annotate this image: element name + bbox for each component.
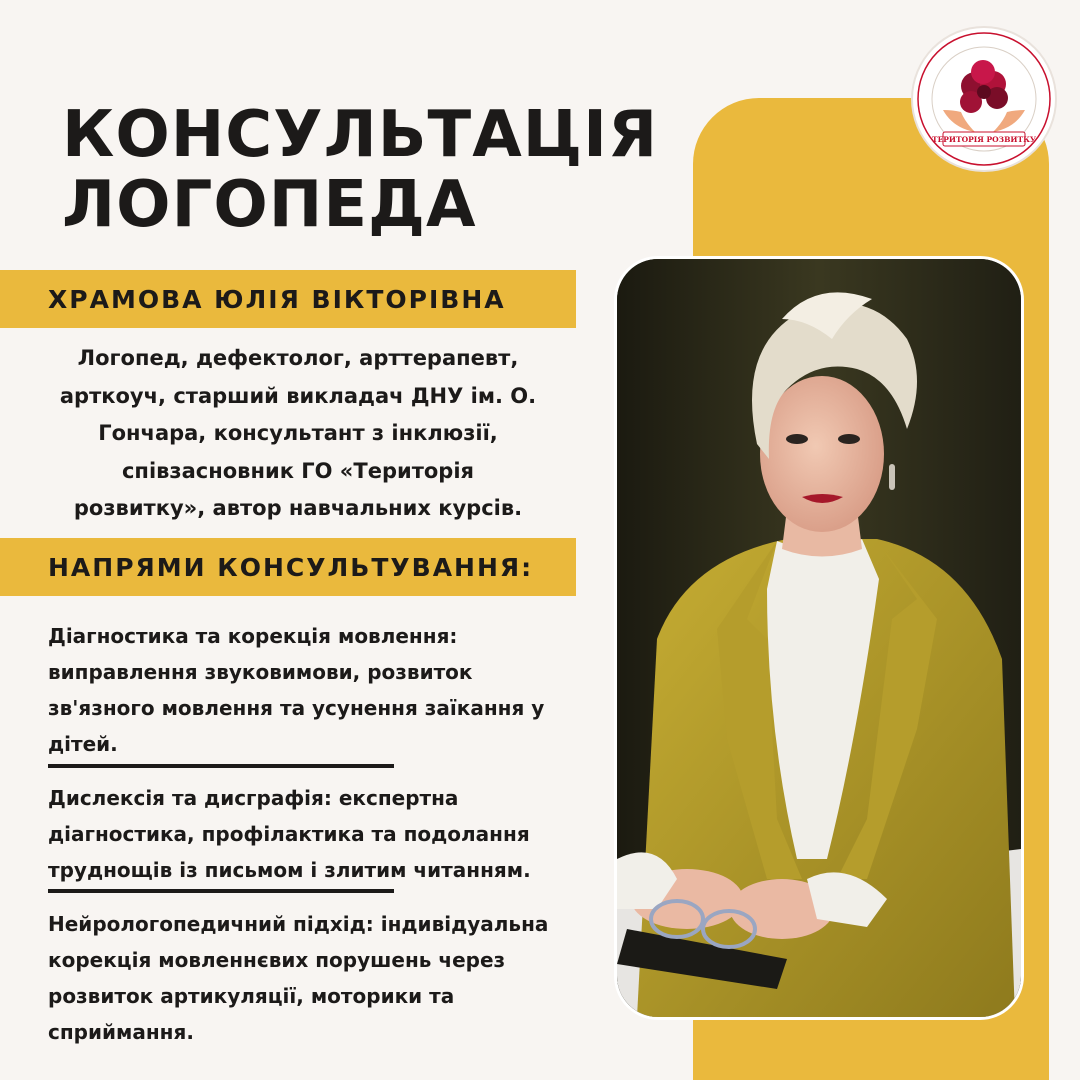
title-line-2: ЛОГОПЕДА — [62, 168, 477, 242]
direction-item — [48, 906, 578, 1050]
bio-line: Логопед, дефектолог, арттерапевт, — [77, 346, 519, 370]
portrait-illustration — [617, 259, 1021, 1017]
specialist-photo — [614, 256, 1024, 1020]
direction-line: труднощів із письмом і злитим читанням. — [48, 858, 531, 882]
logo-banner-text: ТЕРИТОРІЯ РОЗВИТКУ — [931, 135, 1037, 144]
direction-line: діагностика, профілактика та подолання — [48, 822, 530, 846]
bio-line: арткоуч, старший викладач ДНУ ім. О. — [59, 383, 537, 408]
bio-line: співзасновник ГО «Територія — [121, 458, 475, 483]
bio-line: Гончара, консультант з інклюзії, — [98, 421, 498, 445]
title-line-1: КОНСУЛЬТАЦІЯ — [62, 98, 659, 172]
specialist-name-band — [0, 270, 576, 328]
direction-line: розвиток артикуляції, моторики та — [48, 984, 455, 1008]
direction-line: Дислексія та дисграфія: експертна — [48, 786, 459, 810]
direction-line: виправлення звуковимови, розвиток — [48, 660, 473, 684]
specialist-name: ХРАМОВА ЮЛІЯ ВІКТОРІВНА — [48, 284, 506, 314]
divider — [48, 889, 394, 893]
direction-line: Діагностика та корекція мовлення: — [48, 624, 458, 648]
logo-emblem — [913, 28, 1055, 170]
page-title — [62, 100, 658, 240]
organization-logo — [913, 28, 1055, 170]
direction-line: дітей. — [48, 732, 118, 756]
direction-line: зв'язного мовлення та усунення заїкання у — [48, 696, 545, 720]
direction-line: Нейрологопедичний підхід: індивідуальна — [48, 912, 549, 936]
divider — [48, 764, 394, 768]
direction-item — [48, 780, 578, 888]
direction-item — [48, 618, 578, 762]
directions-heading-band — [0, 538, 576, 596]
directions-heading: НАПРЯМИ КОНСУЛЬТУВАННЯ: — [48, 552, 534, 582]
specialist-bio — [20, 340, 576, 528]
bio-line: розвитку», автор навчальних курсів. — [73, 496, 523, 520]
direction-line: корекція мовленнєвих порушень через — [48, 948, 506, 972]
direction-line: сприймання. — [48, 1020, 194, 1044]
